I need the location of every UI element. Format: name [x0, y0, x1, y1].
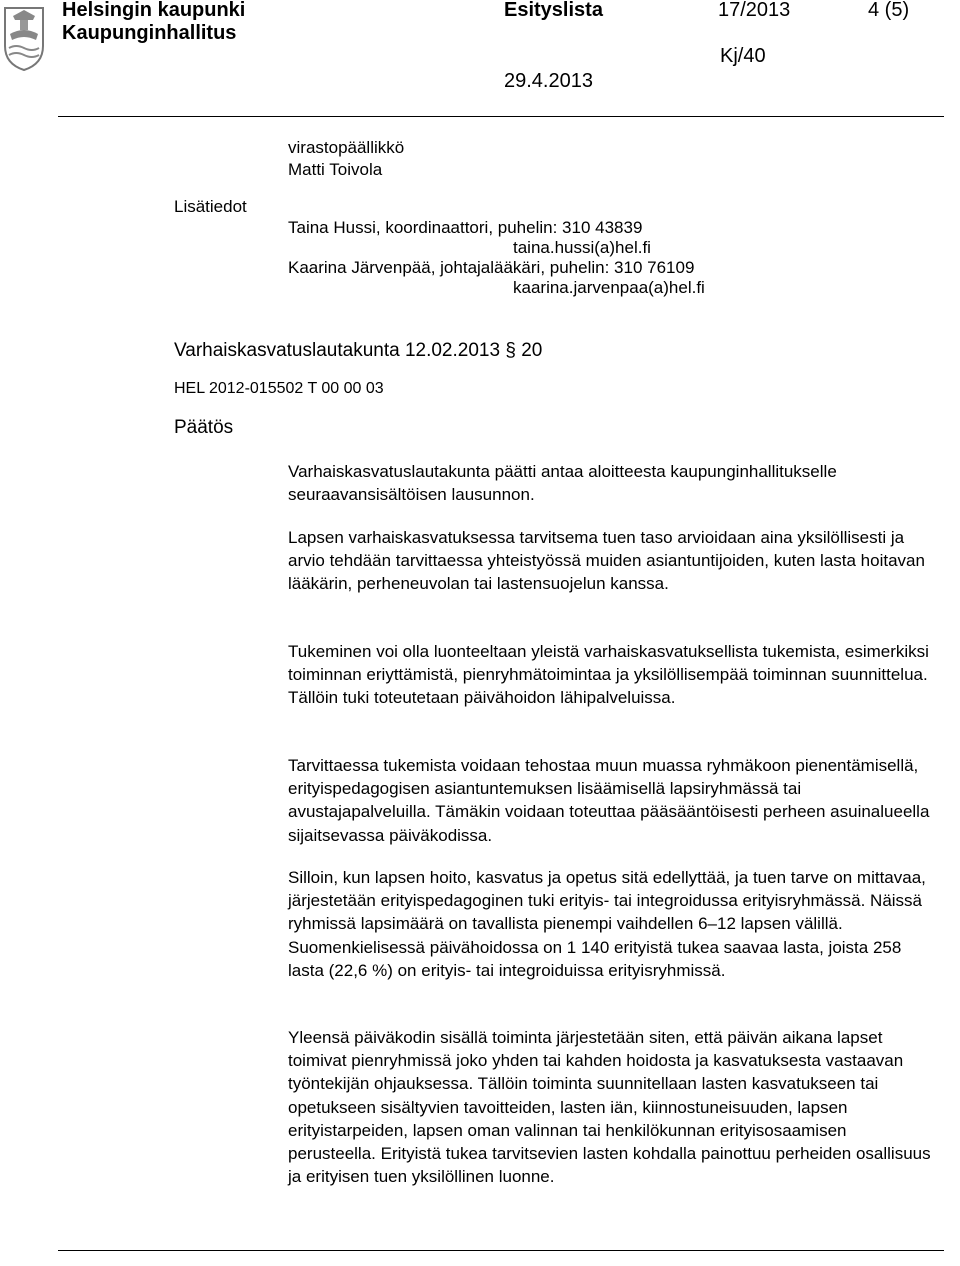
- decision-paragraph-1: Varhaiskasvatuslautakunta päätti antaa aloitteesta kaupunginhallitukselle seuraavansisältöisen lausunnon.: [288, 462, 837, 505]
- footer-divider: [58, 1250, 944, 1251]
- contact-title: virastopäällikkö: [288, 138, 405, 157]
- board-date: Varhaiskasvatuslautakunta 12.02.2013: [174, 340, 501, 361]
- contact-email-2: kaarina.jarvenpaa(a)hel.fi: [513, 278, 705, 297]
- header-city: Helsingin kaupunki: [62, 0, 246, 21]
- header-item: Kj/40: [720, 45, 766, 67]
- contact-person-1: Taina Hussi, koordinaattori, puhelin: 310 43839: [288, 218, 643, 237]
- section-number: 20: [521, 340, 543, 361]
- decision-paragraph-4: Tarvittaessa tukemista voidaan tehostaa muun muassa ryhmäkoon pienentämisellä, erityispedagogisen asiantuntemuksen lisäämisellä lapsiryhmässä tai avustajapalveluilla. Tämäkin voidaan toteuttaa pääsääntöisesti perheen asuinalueella sijaitsevassa päiväkodissa.: [288, 756, 930, 845]
- contact-email-1: taina.hussi(a)hel.fi: [513, 238, 651, 257]
- decision-paragraph-3: Tukeminen voi olla luonteeltaan yleistä varhaiskasvatuksellista tukemista, esimerkiksi toiminnan eriyttämistä, pienryhmätoimintaa ja yksilöllisempää toiminnan suunnittelua. Tällöin tuki toteutetaan päivähoidon lähipalveluissa.: [288, 642, 929, 708]
- decision-paragraph-5: Silloin, kun lapsen hoito, kasvatus ja opetus sitä edellyttää, ja tuen tarve on mittavaa, järjestetään erityispedagoginen tuki erityis- tai integroidussa erityisryhmässä. Näissä ryhmissä lapsimäärä on tavallista pienempi vaihdellen 6–12 lapsen välillä. Suomenkielisessä päivähoidossa on 1 140 erityistä tukea saavaa lasta, joista 258 lasta (22,6 %) on erityis- tai integroiduissa erityisryhmissä.: [288, 868, 926, 980]
- header-date: 29.4.2013: [504, 70, 593, 92]
- header-page: 4 (5): [868, 0, 910, 21]
- section-symbol: §: [505, 340, 516, 361]
- header-meeting-no: 17/2013: [718, 0, 791, 21]
- header-body: Kaupunginhallitus: [62, 22, 237, 44]
- helsinki-crest-icon: [2, 2, 46, 72]
- reference-number: HEL 2012-015502 T 00 00 03: [174, 380, 384, 397]
- decision-paragraph-6: Yleensä päiväkodin sisällä toiminta järjestetään siten, että päivän aikana lapset toimivat pienryhmissä joko yhden tai kahden hoidosta ja kasvatuksesta vastaavan työntekijän ohjauksessa. Tällöin toiminta suunnitellaan lasten kasvatukseen tai opetukseen sisältyvien tavoitteiden, lasten iän, kiinnostuneisuuden, lapsen erityistarpeiden, lapsen oman valinnan tai henkilökunnan erityisosaamisen perusteella. Erityistä tukea tarvitsevien lasten kohdalla painottuu perheiden osallisuus ja erityisen tuen yksilöllinen luonne.: [288, 1028, 931, 1187]
- contacts-label: Lisätiedot: [174, 197, 247, 216]
- board-heading: [174, 340, 542, 362]
- header-doc-type: Esityslista: [504, 0, 603, 21]
- contact-person-2: Kaarina Järvenpää, johtajalääkäri, puhelin: 310 76109: [288, 258, 695, 277]
- decision-label: Päätös: [174, 417, 234, 438]
- header-divider: [58, 116, 944, 117]
- contact-name: Matti Toivola: [288, 160, 383, 179]
- decision-paragraph-2: Lapsen varhaiskasvatuksessa tarvitsema tuen taso arvioidaan aina yksilöllisesti ja arvio tehdään tarvittaessa yhteistyössä muiden asiantuntijoiden, kuten lasta hoitavan lääkärin, perheneuvolan tai lastensuojelun kanssa.: [288, 528, 925, 594]
